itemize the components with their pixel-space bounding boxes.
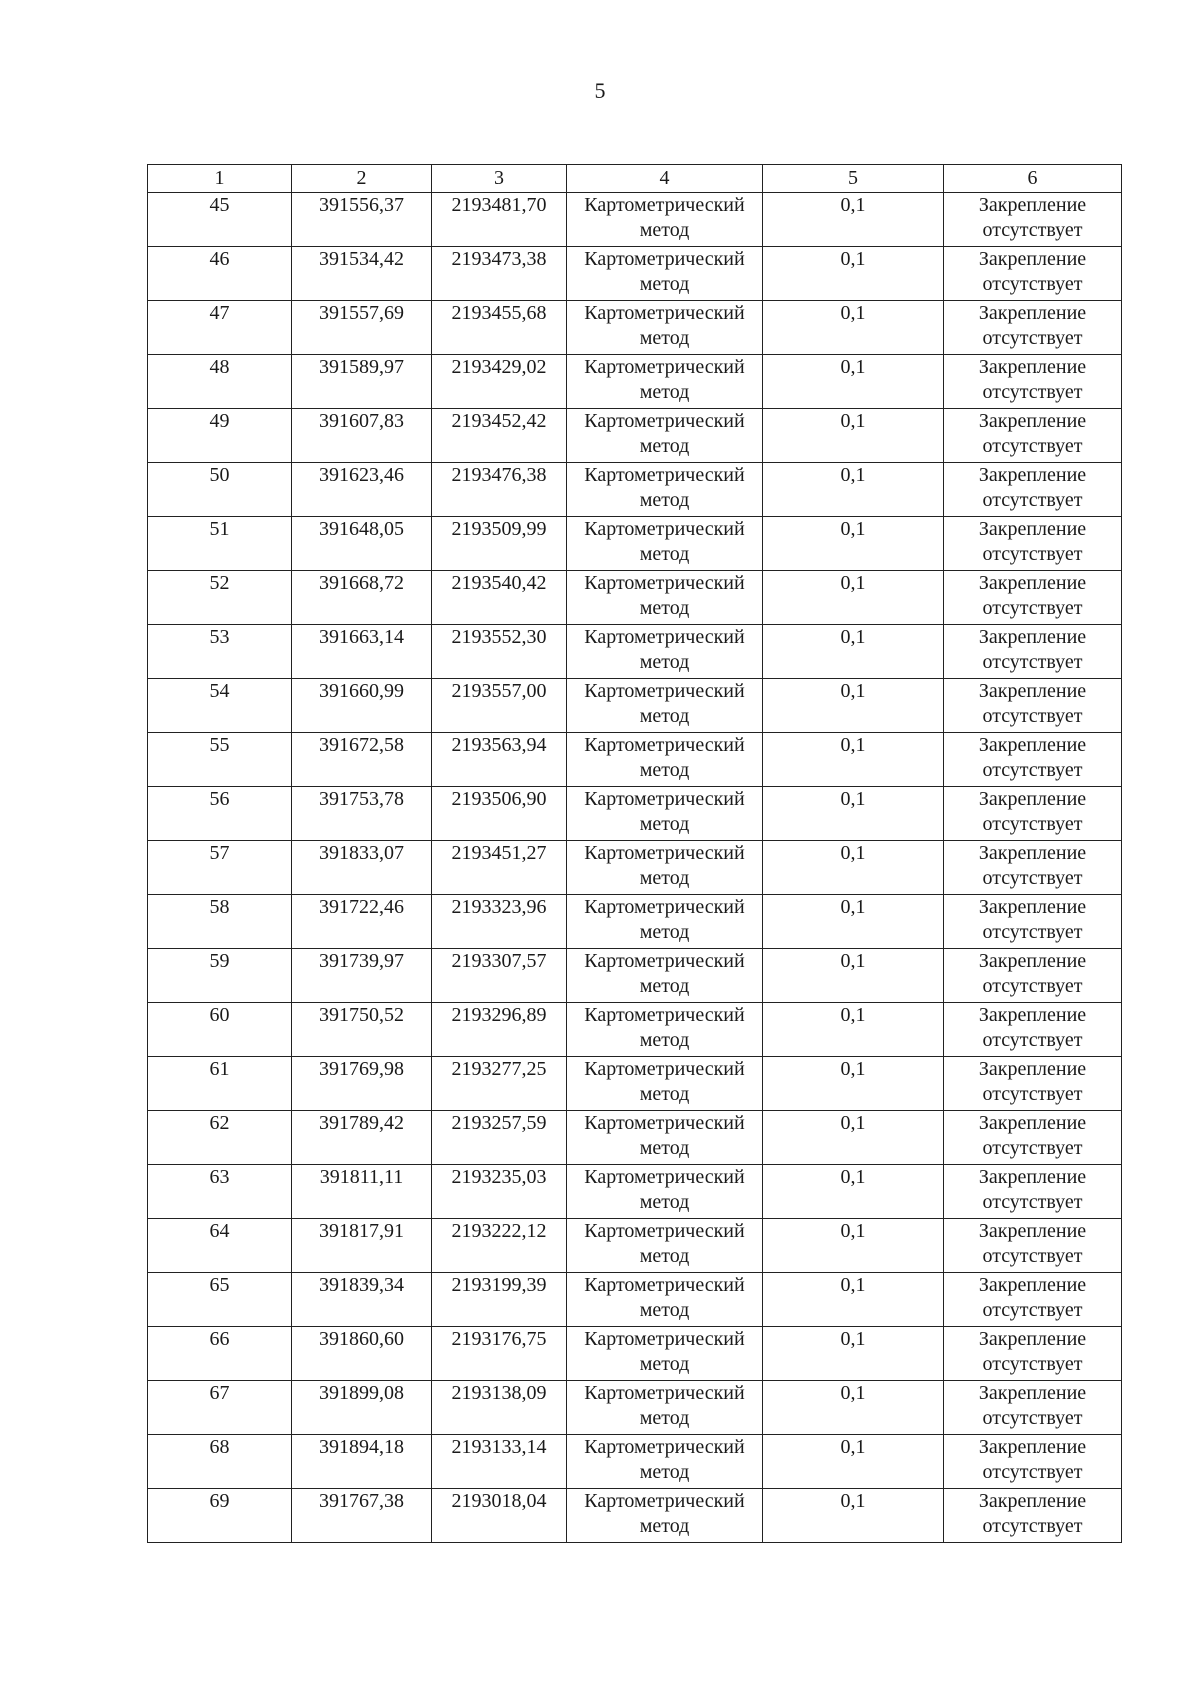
- table-row: [148, 1327, 1122, 1381]
- x-coordinate-cell: 391753,78: [292, 787, 432, 841]
- fixing-line-2: отсутствует: [982, 1245, 1083, 1267]
- accuracy-cell: 0,1: [763, 1003, 944, 1057]
- fixing-line-2: отсутствует: [982, 1353, 1083, 1375]
- method-line-2: метод: [639, 921, 690, 943]
- method-line-2: метод: [639, 489, 690, 511]
- table-row: [148, 787, 1122, 841]
- method-cell: [567, 517, 763, 571]
- y-coordinate-cell: 2193257,59: [432, 1111, 567, 1165]
- method-line-1: Картометрический: [584, 1328, 745, 1350]
- fixing-line-2: отсутствует: [982, 1137, 1083, 1159]
- method-line-2: метод: [639, 705, 690, 727]
- accuracy-cell: 0,1: [763, 301, 944, 355]
- fixing-cell: [944, 733, 1122, 787]
- fixing-line-1: Закрепление: [978, 302, 1087, 324]
- point-number-cell: 55: [148, 733, 292, 787]
- column-header-4: 4: [567, 165, 763, 193]
- x-coordinate-cell: 391589,97: [292, 355, 432, 409]
- fixing-line-1: Закрепление: [978, 572, 1087, 594]
- fixing-cell: [944, 1111, 1122, 1165]
- table-row: [148, 1057, 1122, 1111]
- fixing-line-1: Закрепление: [978, 1436, 1087, 1458]
- fixing-line-2: отсутствует: [982, 705, 1083, 727]
- accuracy-cell: 0,1: [763, 571, 944, 625]
- fixing-line-2: отсутствует: [982, 273, 1083, 295]
- y-coordinate-cell: 2193540,42: [432, 571, 567, 625]
- table-row: [148, 1165, 1122, 1219]
- fixing-line-1: Закрепление: [978, 1490, 1087, 1512]
- method-line-1: Картометрический: [584, 572, 745, 594]
- method-line-2: метод: [639, 651, 690, 673]
- method-line-1: Картометрический: [584, 1490, 745, 1512]
- method-cell: [567, 1111, 763, 1165]
- method-cell: [567, 355, 763, 409]
- method-line-2: метод: [639, 1083, 690, 1105]
- x-coordinate-cell: 391648,05: [292, 517, 432, 571]
- y-coordinate-cell: 2193506,90: [432, 787, 567, 841]
- method-cell: [567, 193, 763, 247]
- method-cell: [567, 949, 763, 1003]
- fixing-cell: [944, 625, 1122, 679]
- point-number-cell: 47: [148, 301, 292, 355]
- accuracy-cell: 0,1: [763, 247, 944, 301]
- x-coordinate-cell: 391811,11: [292, 1165, 432, 1219]
- method-line-1: Картометрический: [584, 896, 745, 918]
- fixing-cell: [944, 1219, 1122, 1273]
- accuracy-cell: 0,1: [763, 679, 944, 733]
- fixing-line-1: Закрепление: [978, 518, 1087, 540]
- method-cell: [567, 841, 763, 895]
- method-line-1: Картометрический: [584, 1058, 745, 1080]
- point-number-cell: 56: [148, 787, 292, 841]
- accuracy-cell: 0,1: [763, 1435, 944, 1489]
- fixing-line-1: Закрепление: [978, 734, 1087, 756]
- fixing-line-2: отсутствует: [982, 1407, 1083, 1429]
- table-header: [148, 165, 1122, 193]
- method-line-2: метод: [639, 1461, 690, 1483]
- x-coordinate-cell: 391660,99: [292, 679, 432, 733]
- y-coordinate-cell: 2193133,14: [432, 1435, 567, 1489]
- method-line-2: метод: [639, 1515, 690, 1537]
- fixing-line-2: отсутствует: [982, 219, 1083, 241]
- table-row: [148, 949, 1122, 1003]
- method-line-1: Картометрический: [584, 680, 745, 702]
- method-line-1: Картометрический: [584, 302, 745, 324]
- table-row: [148, 409, 1122, 463]
- fixing-line-1: Закрепление: [978, 464, 1087, 486]
- y-coordinate-cell: 2193018,04: [432, 1489, 567, 1543]
- accuracy-cell: 0,1: [763, 463, 944, 517]
- y-coordinate-cell: 2193452,42: [432, 409, 567, 463]
- fixing-line-1: Закрепление: [978, 788, 1087, 810]
- point-number-cell: 62: [148, 1111, 292, 1165]
- y-coordinate-cell: 2193476,38: [432, 463, 567, 517]
- point-number-cell: 58: [148, 895, 292, 949]
- fixing-line-1: Закрепление: [978, 842, 1087, 864]
- y-coordinate-cell: 2193296,89: [432, 1003, 567, 1057]
- table-row: [148, 895, 1122, 949]
- table-row: [148, 1435, 1122, 1489]
- method-cell: [567, 301, 763, 355]
- accuracy-cell: 0,1: [763, 1165, 944, 1219]
- accuracy-cell: 0,1: [763, 841, 944, 895]
- page-number: 5: [594, 78, 606, 103]
- accuracy-cell: 0,1: [763, 1273, 944, 1327]
- fixing-line-2: отсутствует: [982, 1461, 1083, 1483]
- fixing-line-1: Закрепление: [978, 626, 1087, 648]
- fixing-cell: [944, 193, 1122, 247]
- column-header-1: 1: [148, 165, 292, 193]
- fixing-line-1: Закрепление: [978, 1220, 1087, 1242]
- y-coordinate-cell: 2193429,02: [432, 355, 567, 409]
- method-line-2: метод: [639, 1353, 690, 1375]
- point-number-cell: 50: [148, 463, 292, 517]
- table-row: [148, 193, 1122, 247]
- method-cell: [567, 1057, 763, 1111]
- fixing-cell: [944, 355, 1122, 409]
- method-line-2: метод: [639, 1029, 690, 1051]
- accuracy-cell: 0,1: [763, 1489, 944, 1543]
- accuracy-cell: 0,1: [763, 895, 944, 949]
- fixing-cell: [944, 301, 1122, 355]
- fixing-cell: [944, 1327, 1122, 1381]
- y-coordinate-cell: 2193451,27: [432, 841, 567, 895]
- x-coordinate-cell: 391623,46: [292, 463, 432, 517]
- point-number-cell: 46: [148, 247, 292, 301]
- method-line-2: метод: [639, 435, 690, 457]
- table-row: [148, 1273, 1122, 1327]
- table-row: [148, 517, 1122, 571]
- method-line-2: метод: [639, 1191, 690, 1213]
- fixing-line-2: отсутствует: [982, 921, 1083, 943]
- x-coordinate-cell: 391663,14: [292, 625, 432, 679]
- column-header-2: 2: [292, 165, 432, 193]
- point-number-cell: 65: [148, 1273, 292, 1327]
- method-line-1: Картометрический: [584, 788, 745, 810]
- method-line-2: метод: [639, 1299, 690, 1321]
- method-line-1: Картометрический: [584, 626, 745, 648]
- fixing-cell: [944, 1489, 1122, 1543]
- fixing-line-1: Закрепление: [978, 1166, 1087, 1188]
- point-number-cell: 68: [148, 1435, 292, 1489]
- fixing-line-2: отсутствует: [982, 543, 1083, 565]
- accuracy-cell: 0,1: [763, 1111, 944, 1165]
- table-row: [148, 841, 1122, 895]
- method-line-1: Картометрический: [584, 1004, 745, 1026]
- method-cell: [567, 787, 763, 841]
- fixing-line-2: отсутствует: [982, 489, 1083, 511]
- point-number-cell: 54: [148, 679, 292, 733]
- accuracy-cell: 0,1: [763, 193, 944, 247]
- y-coordinate-cell: 2193552,30: [432, 625, 567, 679]
- accuracy-cell: 0,1: [763, 1057, 944, 1111]
- coordinates-table: [147, 164, 1122, 1543]
- method-line-2: метод: [639, 1137, 690, 1159]
- fixing-cell: [944, 895, 1122, 949]
- fixing-line-1: Закрепление: [978, 1112, 1087, 1134]
- method-cell: [567, 1273, 763, 1327]
- fixing-cell: [944, 463, 1122, 517]
- fixing-cell: [944, 787, 1122, 841]
- method-cell: [567, 733, 763, 787]
- point-number-cell: 57: [148, 841, 292, 895]
- fixing-line-1: Закрепление: [978, 896, 1087, 918]
- fixing-line-2: отсутствует: [982, 597, 1083, 619]
- method-cell: [567, 1003, 763, 1057]
- method-line-1: Картометрический: [584, 518, 745, 540]
- column-header-5: 5: [763, 165, 944, 193]
- method-line-1: Картометрический: [584, 1274, 745, 1296]
- fixing-cell: [944, 949, 1122, 1003]
- table-row: [148, 1489, 1122, 1543]
- fixing-cell: [944, 841, 1122, 895]
- fixing-line-1: Закрепление: [978, 194, 1087, 216]
- x-coordinate-cell: 391557,69: [292, 301, 432, 355]
- method-line-1: Картометрический: [584, 464, 745, 486]
- y-coordinate-cell: 2193557,00: [432, 679, 567, 733]
- x-coordinate-cell: 391534,42: [292, 247, 432, 301]
- method-line-1: Картометрический: [584, 1382, 745, 1404]
- fixing-cell: [944, 571, 1122, 625]
- table-body: [148, 193, 1122, 1543]
- method-line-2: метод: [639, 273, 690, 295]
- method-cell: [567, 625, 763, 679]
- fixing-line-2: отсутствует: [982, 381, 1083, 403]
- accuracy-cell: 0,1: [763, 517, 944, 571]
- y-coordinate-cell: 2193235,03: [432, 1165, 567, 1219]
- x-coordinate-cell: 391769,98: [292, 1057, 432, 1111]
- column-header-6: 6: [944, 165, 1122, 193]
- method-line-2: метод: [639, 813, 690, 835]
- fixing-line-2: отсутствует: [982, 1029, 1083, 1051]
- accuracy-cell: 0,1: [763, 1327, 944, 1381]
- coordinates-table-wrapper: [147, 164, 1121, 1543]
- x-coordinate-cell: 391789,42: [292, 1111, 432, 1165]
- y-coordinate-cell: 2193307,57: [432, 949, 567, 1003]
- method-cell: [567, 895, 763, 949]
- method-cell: [567, 463, 763, 517]
- fixing-cell: [944, 1381, 1122, 1435]
- fixing-cell: [944, 1057, 1122, 1111]
- point-number-cell: 64: [148, 1219, 292, 1273]
- accuracy-cell: 0,1: [763, 625, 944, 679]
- y-coordinate-cell: 2193277,25: [432, 1057, 567, 1111]
- point-number-cell: 49: [148, 409, 292, 463]
- fixing-cell: [944, 1165, 1122, 1219]
- x-coordinate-cell: 391894,18: [292, 1435, 432, 1489]
- y-coordinate-cell: 2193222,12: [432, 1219, 567, 1273]
- y-coordinate-cell: 2193199,39: [432, 1273, 567, 1327]
- x-coordinate-cell: 391833,07: [292, 841, 432, 895]
- point-number-cell: 66: [148, 1327, 292, 1381]
- method-line-2: метод: [639, 759, 690, 781]
- method-line-2: метод: [639, 327, 690, 349]
- fixing-line-2: отсутствует: [982, 813, 1083, 835]
- method-line-2: метод: [639, 381, 690, 403]
- accuracy-cell: 0,1: [763, 409, 944, 463]
- x-coordinate-cell: 391899,08: [292, 1381, 432, 1435]
- method-line-1: Картометрический: [584, 842, 745, 864]
- table-row: [148, 1111, 1122, 1165]
- x-coordinate-cell: 391839,34: [292, 1273, 432, 1327]
- method-line-2: метод: [639, 219, 690, 241]
- fixing-line-2: отсутствует: [982, 1083, 1083, 1105]
- y-coordinate-cell: 2193473,38: [432, 247, 567, 301]
- method-cell: [567, 1381, 763, 1435]
- table-row: [148, 1003, 1122, 1057]
- method-line-1: Картометрический: [584, 950, 745, 972]
- fixing-line-1: Закрепление: [978, 1382, 1087, 1404]
- fixing-line-2: отсутствует: [982, 435, 1083, 457]
- x-coordinate-cell: 391739,97: [292, 949, 432, 1003]
- fixing-line-1: Закрепление: [978, 356, 1087, 378]
- table-row: [148, 625, 1122, 679]
- method-line-2: метод: [639, 1245, 690, 1267]
- accuracy-cell: 0,1: [763, 1219, 944, 1273]
- y-coordinate-cell: 2193176,75: [432, 1327, 567, 1381]
- fixing-line-1: Закрепление: [978, 1328, 1087, 1350]
- y-coordinate-cell: 2193455,68: [432, 301, 567, 355]
- method-cell: [567, 1219, 763, 1273]
- table-row: [148, 1381, 1122, 1435]
- fixing-cell: [944, 1273, 1122, 1327]
- point-number-cell: 60: [148, 1003, 292, 1057]
- fixing-cell: [944, 1435, 1122, 1489]
- point-number-cell: 53: [148, 625, 292, 679]
- method-line-1: Картометрический: [584, 248, 745, 270]
- fixing-cell: [944, 679, 1122, 733]
- y-coordinate-cell: 2193323,96: [432, 895, 567, 949]
- fixing-line-1: Закрепление: [978, 950, 1087, 972]
- table-row: [148, 355, 1122, 409]
- x-coordinate-cell: 391860,60: [292, 1327, 432, 1381]
- method-line-1: Картометрический: [584, 1220, 745, 1242]
- method-cell: [567, 1489, 763, 1543]
- fixing-line-2: отсутствует: [982, 1515, 1083, 1537]
- fixing-line-1: Закрепление: [978, 410, 1087, 432]
- x-coordinate-cell: 391767,38: [292, 1489, 432, 1543]
- point-number-cell: 51: [148, 517, 292, 571]
- point-number-cell: 45: [148, 193, 292, 247]
- table-row: [148, 679, 1122, 733]
- table-row: [148, 1219, 1122, 1273]
- y-coordinate-cell: 2193563,94: [432, 733, 567, 787]
- method-cell: [567, 1435, 763, 1489]
- method-cell: [567, 1327, 763, 1381]
- x-coordinate-cell: 391607,83: [292, 409, 432, 463]
- fixing-line-2: отсутствует: [982, 975, 1083, 997]
- point-number-cell: 67: [148, 1381, 292, 1435]
- point-number-cell: 59: [148, 949, 292, 1003]
- fixing-line-2: отсутствует: [982, 327, 1083, 349]
- method-cell: [567, 247, 763, 301]
- point-number-cell: 61: [148, 1057, 292, 1111]
- column-header-3: 3: [432, 165, 567, 193]
- fixing-line-1: Закрепление: [978, 1274, 1087, 1296]
- fixing-cell: [944, 517, 1122, 571]
- method-line-1: Картометрический: [584, 356, 745, 378]
- method-cell: [567, 571, 763, 625]
- fixing-line-1: Закрепление: [978, 248, 1087, 270]
- accuracy-cell: 0,1: [763, 355, 944, 409]
- method-cell: [567, 409, 763, 463]
- fixing-cell: [944, 409, 1122, 463]
- fixing-line-2: отсутствует: [982, 1191, 1083, 1213]
- method-line-1: Картометрический: [584, 1166, 745, 1188]
- accuracy-cell: 0,1: [763, 787, 944, 841]
- x-coordinate-cell: 391750,52: [292, 1003, 432, 1057]
- x-coordinate-cell: 391556,37: [292, 193, 432, 247]
- fixing-cell: [944, 1003, 1122, 1057]
- x-coordinate-cell: 391672,58: [292, 733, 432, 787]
- fixing-line-1: Закрепление: [978, 1004, 1087, 1026]
- method-line-1: Картометрический: [584, 734, 745, 756]
- method-cell: [567, 1165, 763, 1219]
- point-number-cell: 52: [148, 571, 292, 625]
- header-row: [148, 165, 1122, 193]
- method-line-1: Картометрический: [584, 1436, 745, 1458]
- table-row: [148, 733, 1122, 787]
- fixing-cell: [944, 247, 1122, 301]
- method-line-1: Картометрический: [584, 410, 745, 432]
- y-coordinate-cell: 2193138,09: [432, 1381, 567, 1435]
- method-line-2: метод: [639, 597, 690, 619]
- point-number-cell: 63: [148, 1165, 292, 1219]
- method-line-2: метод: [639, 543, 690, 565]
- fixing-line-1: Закрепление: [978, 1058, 1087, 1080]
- fixing-line-1: Закрепление: [978, 680, 1087, 702]
- point-number-cell: 69: [148, 1489, 292, 1543]
- fixing-line-2: отсутствует: [982, 867, 1083, 889]
- x-coordinate-cell: 391817,91: [292, 1219, 432, 1273]
- accuracy-cell: 0,1: [763, 733, 944, 787]
- fixing-line-2: отсутствует: [982, 759, 1083, 781]
- method-cell: [567, 679, 763, 733]
- method-line-1: Картометрический: [584, 1112, 745, 1134]
- table-row: [148, 571, 1122, 625]
- y-coordinate-cell: 2193481,70: [432, 193, 567, 247]
- table-row: [148, 301, 1122, 355]
- y-coordinate-cell: 2193509,99: [432, 517, 567, 571]
- method-line-1: Картометрический: [584, 194, 745, 216]
- accuracy-cell: 0,1: [763, 949, 944, 1003]
- method-line-2: метод: [639, 867, 690, 889]
- table-row: [148, 247, 1122, 301]
- x-coordinate-cell: 391668,72: [292, 571, 432, 625]
- fixing-line-2: отсутствует: [982, 651, 1083, 673]
- point-number-cell: 48: [148, 355, 292, 409]
- method-line-2: метод: [639, 975, 690, 997]
- method-line-2: метод: [639, 1407, 690, 1429]
- accuracy-cell: 0,1: [763, 1381, 944, 1435]
- x-coordinate-cell: 391722,46: [292, 895, 432, 949]
- table-row: [148, 463, 1122, 517]
- fixing-line-2: отсутствует: [982, 1299, 1083, 1321]
